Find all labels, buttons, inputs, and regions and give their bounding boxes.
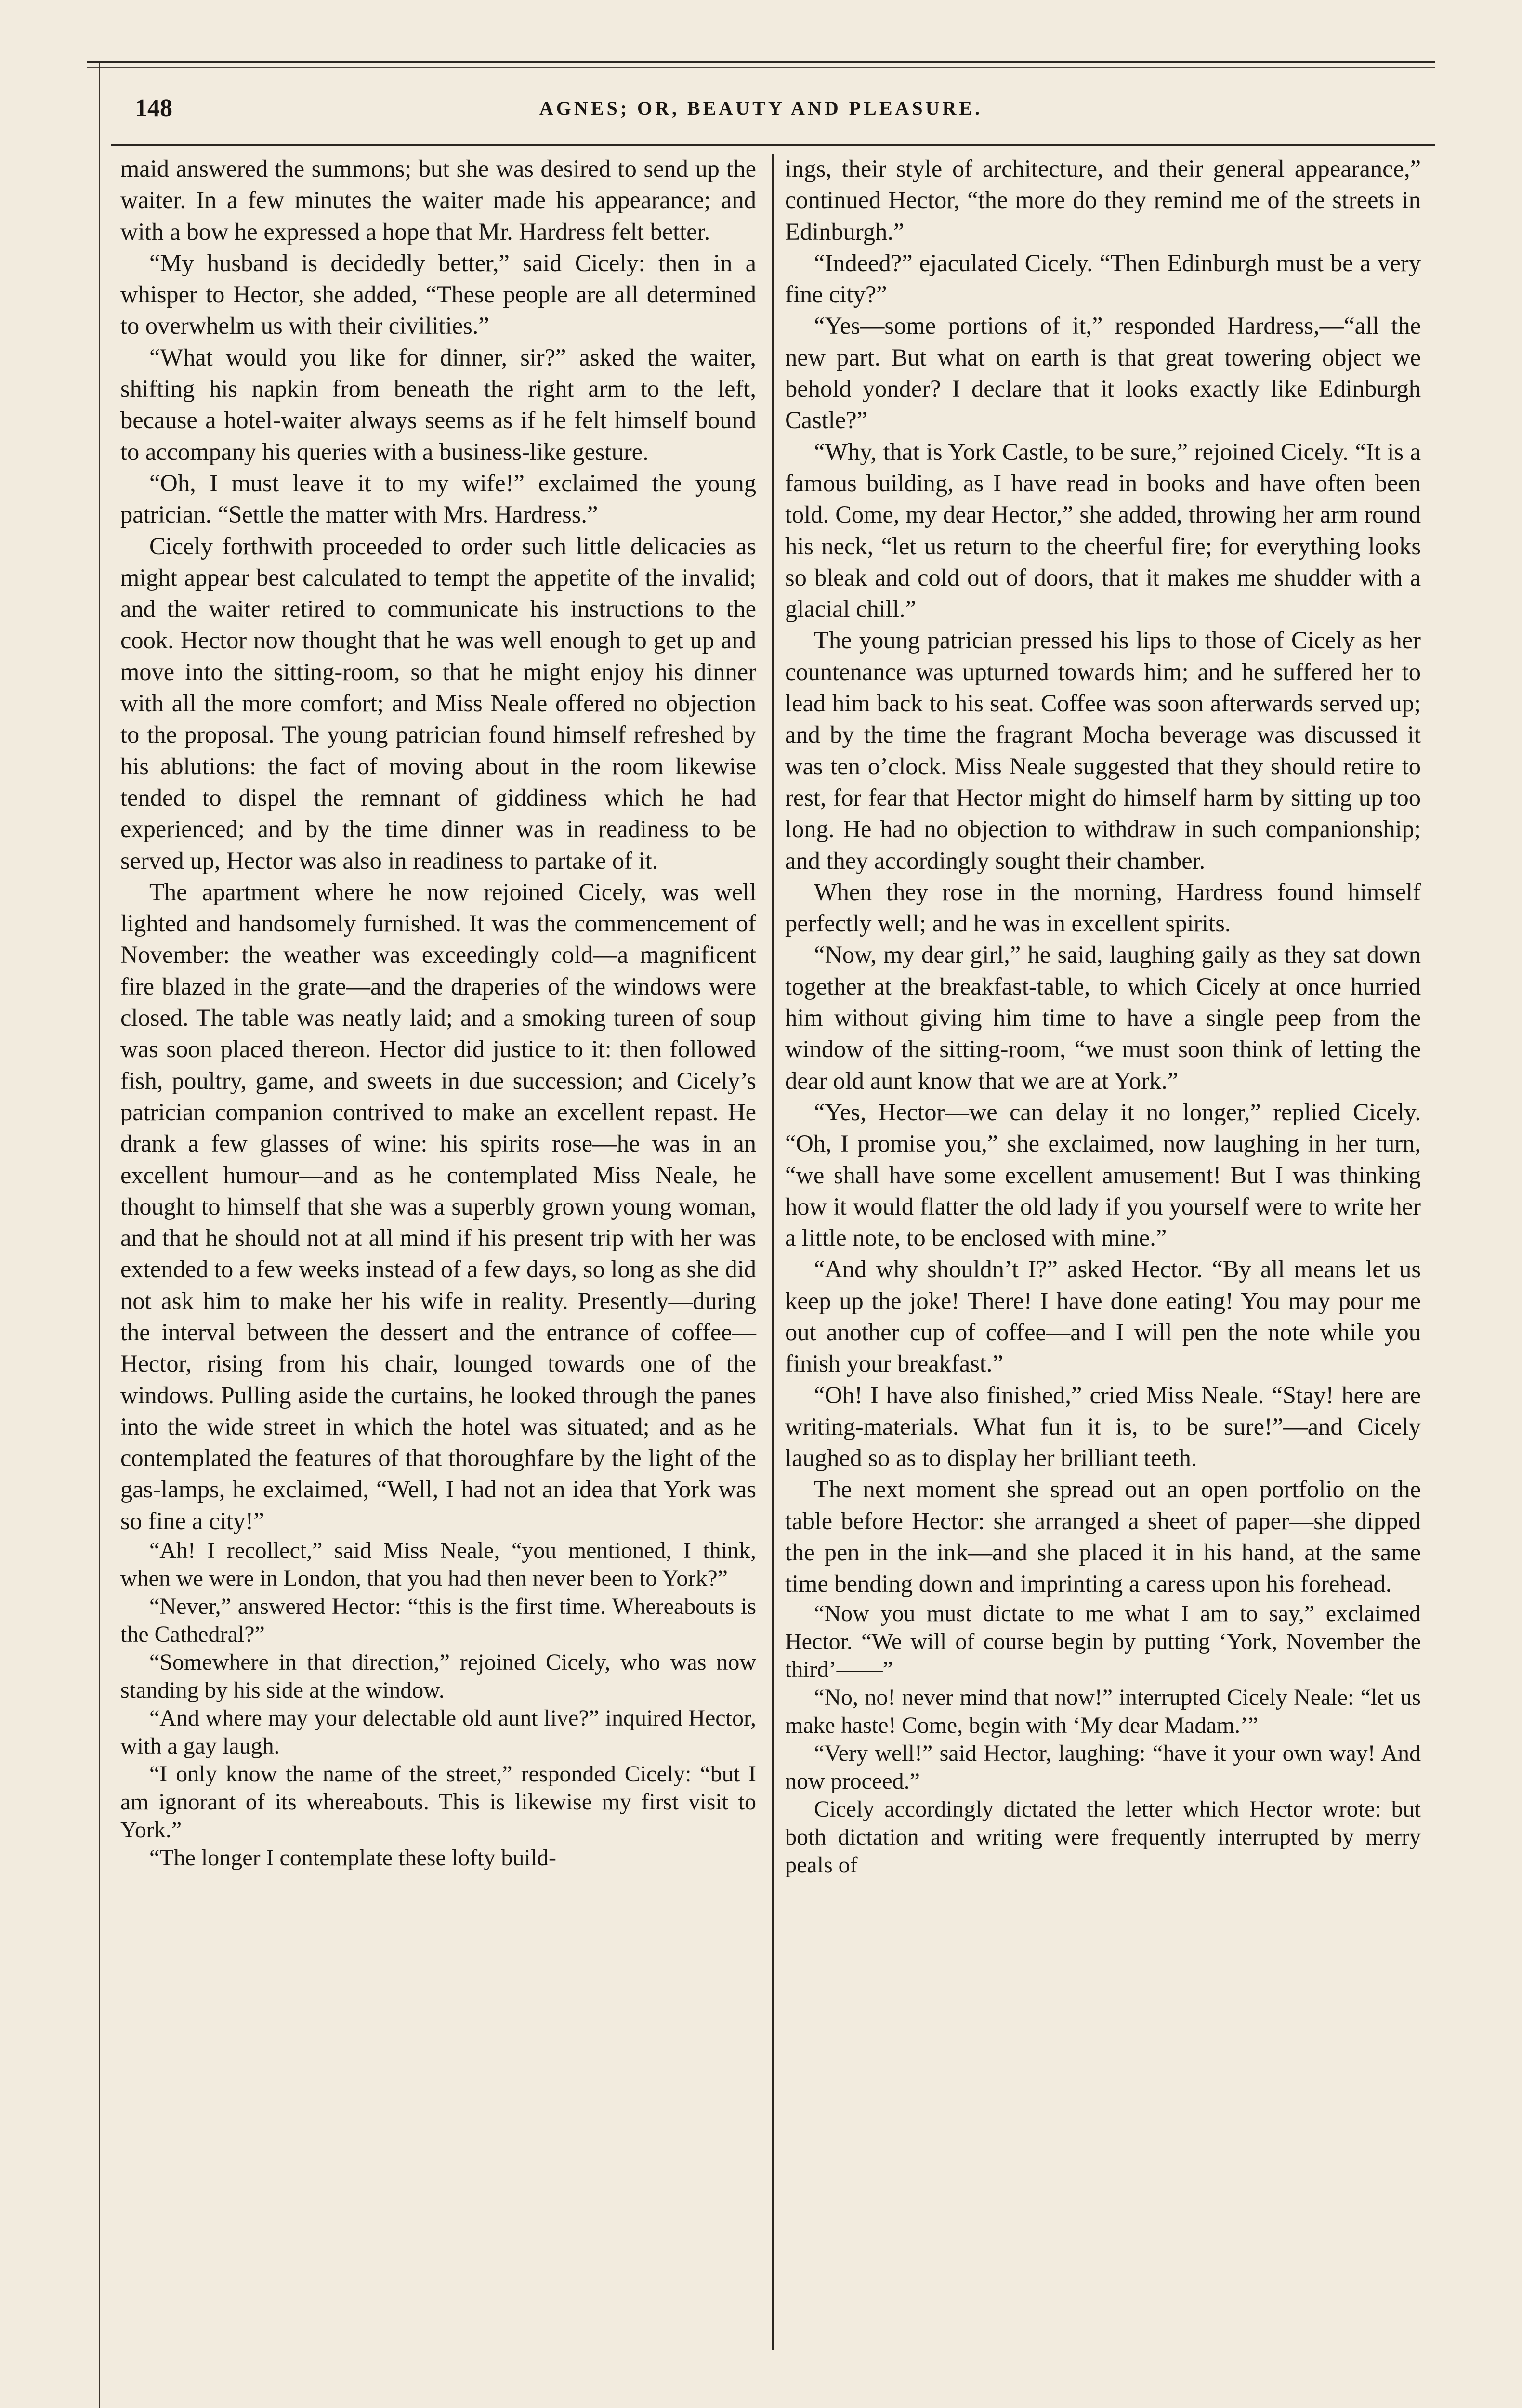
paragraph: The apartment where he now rejoined Cicely, was well lighted and handsomely furnished. It was the commencement of November: the weather was exceedingly cold—a magnificent fire blazed in the grate—and the draperies of the windows were closed. The table was neatly laid; and a smoking tureen of soup was soon placed thereon. Hector did justice to it: then followed fish, poultry, game, and sweets in due succession; and Cicely’s patrician companion contrived to make an excellent repast. He drank a few glasses of wine: his spirits rose—he was in an excellent humour—and as he contemplated Miss Neale, he thought to himself that she was a superbly grown young woman, and that he should not at all mind if his present trip with her was extended to a few weeks instead of a few days, so long as she did not ask him to make her his wife in reality. Presently—during the interval between the dessert and the entrance of coffee—Hector, rising from his chair, lounged towards one of the windows. Pulling aside the curtains, he looked through the panes into the wide street in which the hotel was situated; and as he contemplated the features of that thoroughfare by the light of the gas-lamps, he exclaimed, “Well, I had not an idea that York was so fine a city!” — [120, 878, 756, 1534]
paragraph: When they rose in the morning, Hardress found himself perfectly well; and he was in excellent spirits. — [785, 878, 1421, 937]
left-margin-rule — [99, 63, 100, 2408]
paragraph: “Now, my dear girl,” he said, laughing gaily as they sat down together at the breakfast-table, to which Cicely at once hurried him without giving him time to have a single peep from the window of the sitting-room, “we must soon think of letting the dear old aunt know that we are at York.” — [785, 941, 1421, 1094]
column-divider — [772, 154, 774, 2350]
paragraph: “Why, that is York Castle, to be sure,” rejoined Cicely. “It is a famous building, as I have read in books and have often been told. Come, my dear Hector,” she added, throwing her arm round his neck, “let us return to the cheerful fire; for everything looks so bleak and cold out of doors, that it makes me shudder with a glacial chill.” — [785, 438, 1421, 623]
paragraph: ings, their style of architecture, and their general appearance,” continued Hector, “the more do they remind me of the streets in Edinburgh.” — [785, 155, 1421, 245]
paragraph: “What would you like for dinner, sir?” asked the waiter, shifting his napkin from beneath the right arm to the left, because a hotel-waiter always seems as if he felt himself bound to accompany his queries with a business-like gesture. — [120, 343, 756, 465]
paragraph: “Never,” answered Hector: “this is the first time. Whereabouts is the Cathedral?” — [120, 1594, 756, 1648]
paragraph: Cicely accordingly dictated the letter which Hector wrote: but both dictation and writing were frequently interrupted by merry peals of — [785, 1796, 1421, 1878]
left-column — [120, 153, 756, 1872]
paragraph: “Oh! I have also finished,” cried Miss Neale. “Stay! here are writing-materials. What fun it is, to be sure!”—and Cicely laughed so as to display her brilliant teeth. — [785, 1381, 1421, 1472]
paragraph: “Somewhere in that direction,” rejoined Cicely, who was now standing by his side at the window. — [120, 1649, 756, 1703]
top-rule — [87, 61, 1435, 63]
paragraph: “Oh, I must leave it to my wife!” exclaimed the young patrician. “Settle the matter with Mrs. Hardress.” — [120, 469, 756, 528]
paragraph: “And where may your delectable old aunt live?” inquired Hector, with a gay laugh. — [120, 1705, 756, 1759]
paragraph: “The longer I contemplate these lofty build- — [149, 1845, 557, 1871]
paragraph: “No, no! never mind that now!” interrupted Cicely Neale: “let us make haste! Come, begin with ‘My dear Madam.’” — [785, 1684, 1421, 1738]
top-rule-thin — [87, 67, 1435, 68]
paragraph: “Ah! I recollect,” said Miss Neale, “you mentioned, I think, when we were in London, that you had then never been to York?” — [120, 1538, 756, 1592]
right-column — [785, 153, 1421, 1879]
paragraph: “Very well!” said Hector, laughing: “have it your own way! And now proceed.” — [785, 1740, 1421, 1794]
paragraph: “Yes—some portions of it,” responded Hardress,—“all the new part. But what on earth is that great towering object we behold yonder? I declare that it looks exactly like Edinburgh Castle?” — [785, 312, 1421, 434]
page-number: 148 — [135, 94, 172, 122]
paragraph: “Yes, Hector—we can delay it no longer,” replied Cicely. “Oh, I promise you,” she exclaimed, now laughing in her turn, “we shall have some excellent amusement! But I was thinking how it would flatter the old lady if you yourself were to write her a little note, to be enclosed with mine.” — [785, 1098, 1421, 1252]
paragraph: “Now you must dictate to me what I am to say,” exclaimed Hector. “We will of course begin by putting ‘York, November the third’——” — [785, 1600, 1421, 1682]
paragraph: “Indeed?” ejaculated Cicely. “Then Edinburgh must be a very fine city?” — [785, 249, 1421, 308]
paragraph: The young patrician pressed his lips to those of Cicely as her countenance was upturned towards him; and he suffered her to lead him back to his seat. Coffee was soon afterwards served up; and by the time the fragrant Mocha beverage was discussed it was ten o’clock. Miss Neale suggested that they should retire to rest, for fear that Hector might do himself harm by sitting up too long. He had no objection to withdraw in such companionship; and they accordingly sought their chamber. — [785, 627, 1421, 874]
page-header — [96, 94, 1426, 132]
paragraph: “And why shouldn’t I?” asked Hector. “By all means let us keep up the joke! There! I have done eating! You may pour me out another cup of coffee—and I will pen the note while you finish your breakfast.” — [785, 1256, 1421, 1377]
running-head: AGNES; OR, BEAUTY AND PLEASURE. — [539, 97, 983, 119]
paragraph: Cicely forthwith proceeded to order such little delicacies as might appear best calculated to tempt the appetite of the invalid; and the waiter retired to communicate his instructions to the cook. Hector now thought that he was well enough to get up and move into the sitting-room, so that he might enjoy his dinner with all the more comfort; and Miss Neale offered no objection to the proposal. The young patrician found himself refreshed by his ablutions: the fact of moving about in the room likewise tended to dispel the remnant of giddiness which he had experienced; and by the time dinner was in readiness to be served up, Hector was also in readiness to partake of it. — [120, 532, 756, 874]
paragraph: “I only know the name of the street,” responded Cicely: “but I am ignorant of its whereabouts. This is likewise my first visit to York.” — [120, 1761, 756, 1843]
paragraph: “My husband is decidedly better,” said Cicely: then in a whisper to Hector, she added, “These people are all determined to overwhelm us with their civilities.” — [120, 249, 756, 340]
header-rule — [111, 144, 1435, 146]
paragraph: The next moment she spread out an open portfolio on the table before Hector: she arranged a sheet of paper—she dipped the pen in the ink—and she placed it in his hand, at the same time bending down and imprinting a caress upon his forehead. — [785, 1476, 1421, 1597]
paragraph: maid answered the summons; but she was desired to send up the waiter. In a few minutes the waiter made his appearance; and with a bow he expressed a hope that Mr. Hardress felt better. — [120, 155, 756, 245]
